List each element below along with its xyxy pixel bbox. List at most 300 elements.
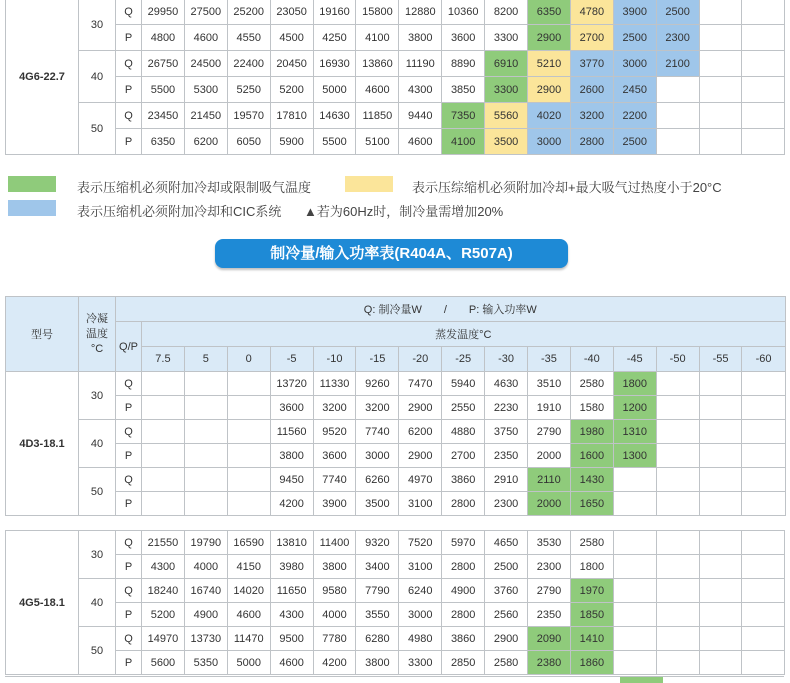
value-cell: 14630	[313, 103, 356, 129]
value-cell: 6240	[399, 579, 442, 603]
value-cell: 4200	[270, 492, 313, 516]
value-cell: 27500	[184, 0, 227, 25]
value-cell: 3530	[528, 531, 571, 555]
condensing-temp: 40	[79, 579, 116, 627]
value-cell	[656, 103, 699, 129]
value-cell	[227, 420, 270, 444]
table-row	[6, 51, 785, 77]
value-cell: 2800	[570, 129, 613, 155]
condensing-temp: 50	[79, 468, 116, 516]
value-cell: 2090	[528, 627, 571, 651]
qp-label: Q	[116, 0, 142, 25]
header-model: 型号	[6, 297, 79, 372]
value-cell	[742, 555, 785, 579]
value-cell: 4900	[442, 579, 485, 603]
value-cell	[656, 77, 699, 103]
qp-label: Q	[116, 579, 142, 603]
value-cell: 2900	[399, 396, 442, 420]
model-name: 4D3-18.1	[6, 372, 79, 516]
qp-label: P	[116, 129, 142, 155]
value-cell: 4000	[313, 603, 356, 627]
header-qp: Q/P	[116, 322, 142, 372]
value-cell: 4630	[485, 372, 528, 396]
next-table-edge	[5, 676, 784, 683]
value-cell: 2550	[442, 396, 485, 420]
value-cell: 2500	[656, 0, 699, 25]
value-cell: 2110	[528, 468, 571, 492]
value-cell: 1800	[613, 372, 656, 396]
value-cell: 2300	[485, 492, 528, 516]
value-cell	[742, 25, 785, 51]
value-cell: 3200	[570, 103, 613, 129]
value-cell: 12880	[399, 0, 442, 25]
value-cell: 3800	[270, 444, 313, 468]
value-cell: 11560	[270, 420, 313, 444]
value-cell: 2900	[528, 25, 571, 51]
value-cell: 1860	[570, 651, 613, 675]
value-cell: 5560	[485, 103, 528, 129]
value-cell	[184, 372, 227, 396]
value-cell: 4600	[356, 77, 399, 103]
qp-label: P	[116, 651, 142, 675]
value-cell	[613, 603, 656, 627]
table-row	[6, 372, 786, 396]
value-cell	[699, 77, 742, 103]
value-cell: 25200	[227, 0, 270, 25]
value-cell	[656, 603, 699, 627]
value-cell: 7740	[356, 420, 399, 444]
value-cell: 3760	[485, 579, 528, 603]
header-evap-temp: -20	[399, 347, 442, 372]
value-cell	[227, 396, 270, 420]
value-cell	[184, 396, 227, 420]
value-cell: 21450	[184, 103, 227, 129]
condensing-temp: 50	[79, 103, 116, 155]
qp-label: Q	[116, 51, 142, 77]
value-cell: 5210	[528, 51, 571, 77]
value-cell: 3000	[356, 444, 399, 468]
value-cell: 3500	[356, 492, 399, 516]
value-cell	[656, 531, 699, 555]
qp-label: P	[116, 603, 142, 627]
next-table-green-cell	[620, 677, 663, 683]
header-cond-label-2: 温度	[86, 327, 108, 340]
header-evap-temp: 7.5	[142, 347, 185, 372]
value-cell: 4200	[313, 651, 356, 675]
value-cell: 6280	[356, 627, 399, 651]
table-row	[6, 531, 785, 555]
value-cell: 3980	[270, 555, 313, 579]
header-evap-temp: -35	[528, 347, 571, 372]
value-cell: 11330	[313, 372, 356, 396]
value-cell: 10360	[442, 0, 485, 25]
header-evap-temp: -15	[356, 347, 399, 372]
qp-label: P	[116, 492, 142, 516]
header-evap-temp: -40	[570, 347, 613, 372]
header-evap-temp: -30	[485, 347, 528, 372]
value-cell: 1410	[570, 627, 613, 651]
value-cell: 5500	[313, 129, 356, 155]
value-cell: 2900	[528, 77, 571, 103]
value-cell	[184, 420, 227, 444]
value-cell: 6910	[485, 51, 528, 77]
value-cell: 2300	[528, 555, 571, 579]
value-cell	[699, 627, 742, 651]
value-cell: 2560	[485, 603, 528, 627]
value-cell	[142, 420, 185, 444]
value-cell	[227, 372, 270, 396]
qp-label: Q	[116, 627, 142, 651]
value-cell: 9260	[356, 372, 399, 396]
value-cell	[699, 396, 742, 420]
value-cell: 19160	[313, 0, 356, 25]
r404a-performance-table	[5, 296, 786, 516]
value-cell: 11470	[227, 627, 270, 651]
value-cell	[742, 372, 785, 396]
condensing-temp: 50	[79, 627, 116, 675]
value-cell	[656, 627, 699, 651]
value-cell: 9500	[270, 627, 313, 651]
value-cell	[184, 468, 227, 492]
value-cell: 4980	[399, 627, 442, 651]
table-row	[6, 555, 785, 579]
value-cell: 5600	[142, 651, 185, 675]
value-cell: 1430	[570, 468, 613, 492]
qp-label: P	[116, 25, 142, 51]
value-cell	[742, 129, 785, 155]
qp-label: Q	[116, 420, 142, 444]
value-cell: 11400	[313, 531, 356, 555]
value-cell: 17810	[270, 103, 313, 129]
value-cell: 23450	[142, 103, 185, 129]
value-cell	[613, 468, 656, 492]
value-cell: 2800	[442, 603, 485, 627]
value-cell: 14970	[142, 627, 185, 651]
value-cell: 3100	[399, 555, 442, 579]
qp-label: Q	[116, 468, 142, 492]
value-cell: 2800	[442, 555, 485, 579]
value-cell	[613, 555, 656, 579]
header-evap-temp: -60	[742, 347, 785, 372]
value-cell: 3400	[356, 555, 399, 579]
value-cell: 4300	[142, 555, 185, 579]
legend-blue-swatch	[8, 200, 56, 216]
value-cell: 3300	[485, 77, 528, 103]
value-cell	[699, 51, 742, 77]
value-cell: 20450	[270, 51, 313, 77]
value-cell	[699, 129, 742, 155]
header-evap-temp: -10	[313, 347, 356, 372]
table-row	[6, 603, 785, 627]
value-cell: 3300	[485, 25, 528, 51]
value-cell: 11650	[270, 579, 313, 603]
value-cell	[656, 492, 699, 516]
value-cell	[142, 372, 185, 396]
value-cell: 6200	[184, 129, 227, 155]
value-cell: 3860	[442, 627, 485, 651]
value-cell: 5900	[270, 129, 313, 155]
value-cell: 2500	[613, 129, 656, 155]
value-cell	[742, 627, 785, 651]
value-cell: 8200	[485, 0, 528, 25]
legend-green-text: 表示压缩机必须附加冷却或限制吸气温度	[77, 180, 312, 195]
condensing-temp: 40	[79, 420, 116, 468]
header-evap-temp: 5	[184, 347, 227, 372]
header-evap-temp: -50	[656, 347, 699, 372]
value-cell	[742, 103, 785, 129]
value-cell: 2100	[656, 51, 699, 77]
value-cell: 16930	[313, 51, 356, 77]
value-cell	[699, 603, 742, 627]
value-cell	[227, 492, 270, 516]
table-row	[6, 420, 786, 444]
value-cell: 2000	[528, 444, 571, 468]
table-row	[6, 468, 786, 492]
value-cell: 7780	[313, 627, 356, 651]
value-cell: 13860	[356, 51, 399, 77]
model-4g5-table	[5, 530, 785, 675]
value-cell: 24500	[184, 51, 227, 77]
table-row	[6, 396, 786, 420]
value-cell: 4300	[399, 77, 442, 103]
value-cell	[742, 579, 785, 603]
value-cell: 9320	[356, 531, 399, 555]
value-cell	[656, 372, 699, 396]
value-cell: 5200	[270, 77, 313, 103]
value-cell: 7790	[356, 579, 399, 603]
value-cell: 6350	[528, 0, 571, 25]
value-cell: 9580	[313, 579, 356, 603]
value-cell: 2300	[656, 25, 699, 51]
value-cell: 3300	[399, 651, 442, 675]
value-cell	[142, 468, 185, 492]
top-performance-table	[5, 0, 785, 155]
table-row	[6, 492, 786, 516]
value-cell: 4600	[227, 603, 270, 627]
value-cell: 2900	[399, 444, 442, 468]
value-cell	[227, 444, 270, 468]
qp-label: P	[116, 555, 142, 579]
table-row	[6, 103, 785, 129]
value-cell: 4100	[442, 129, 485, 155]
qp-label: P	[116, 396, 142, 420]
value-cell: 4250	[313, 25, 356, 51]
value-cell	[699, 492, 742, 516]
value-cell: 2900	[485, 627, 528, 651]
value-cell: 4880	[442, 420, 485, 444]
value-cell: 11190	[399, 51, 442, 77]
value-cell: 9440	[399, 103, 442, 129]
value-cell	[142, 396, 185, 420]
value-cell: 3800	[313, 555, 356, 579]
value-cell: 3000	[528, 129, 571, 155]
value-cell: 4780	[570, 0, 613, 25]
value-cell: 1650	[570, 492, 613, 516]
value-cell: 14020	[227, 579, 270, 603]
value-cell: 3850	[442, 77, 485, 103]
value-cell: 2910	[485, 468, 528, 492]
value-cell	[699, 651, 742, 675]
value-cell: 26750	[142, 51, 185, 77]
value-cell: 3200	[356, 396, 399, 420]
qp-label: Q	[116, 103, 142, 129]
value-cell	[613, 531, 656, 555]
value-cell: 2790	[528, 420, 571, 444]
value-cell: 5250	[227, 77, 270, 103]
value-cell	[227, 468, 270, 492]
value-cell: 2700	[570, 25, 613, 51]
value-cell: 3600	[313, 444, 356, 468]
value-cell: 2000	[528, 492, 571, 516]
value-cell: 7740	[313, 468, 356, 492]
value-cell: 2450	[613, 77, 656, 103]
value-cell	[613, 492, 656, 516]
value-cell: 2230	[485, 396, 528, 420]
value-cell	[656, 651, 699, 675]
value-cell: 3200	[313, 396, 356, 420]
value-cell: 19790	[184, 531, 227, 555]
qp-label: Q	[116, 372, 142, 396]
value-cell: 3500	[485, 129, 528, 155]
value-cell: 2200	[613, 103, 656, 129]
value-cell: 2580	[485, 651, 528, 675]
value-cell: 4550	[227, 25, 270, 51]
value-cell	[142, 492, 185, 516]
value-cell: 2350	[528, 603, 571, 627]
value-cell: 6050	[227, 129, 270, 155]
value-cell: 7470	[399, 372, 442, 396]
value-cell: 3100	[399, 492, 442, 516]
value-cell: 3750	[485, 420, 528, 444]
value-cell	[656, 420, 699, 444]
value-cell: 1970	[570, 579, 613, 603]
value-cell: 5000	[313, 77, 356, 103]
value-cell	[184, 492, 227, 516]
header-evap-temp: -25	[442, 347, 485, 372]
section-title: 制冷量/输入功率表(R404A、R507A)	[215, 239, 568, 268]
value-cell: 15800	[356, 0, 399, 25]
value-cell	[742, 51, 785, 77]
value-cell: 4600	[399, 129, 442, 155]
value-cell	[699, 372, 742, 396]
value-cell: 3800	[399, 25, 442, 51]
value-cell: 2380	[528, 651, 571, 675]
header-legend-line: Q: 制冷量W / P: 输入功率W	[116, 297, 786, 322]
value-cell: 2500	[485, 555, 528, 579]
value-cell	[699, 579, 742, 603]
value-cell: 1580	[570, 396, 613, 420]
value-cell: 16590	[227, 531, 270, 555]
value-cell: 1310	[613, 420, 656, 444]
condensing-temp: 30	[79, 0, 116, 51]
value-cell: 4150	[227, 555, 270, 579]
value-cell: 19570	[227, 103, 270, 129]
value-cell: 3510	[528, 372, 571, 396]
table-row	[6, 444, 786, 468]
value-cell: 5000	[227, 651, 270, 675]
value-cell: 5100	[356, 129, 399, 155]
value-cell	[656, 129, 699, 155]
value-cell: 4500	[270, 25, 313, 51]
value-cell: 18240	[142, 579, 185, 603]
value-cell: 13720	[270, 372, 313, 396]
header-evap-temp: 0	[227, 347, 270, 372]
value-cell: 2700	[442, 444, 485, 468]
value-cell: 4970	[399, 468, 442, 492]
value-cell: 6200	[399, 420, 442, 444]
value-cell	[699, 555, 742, 579]
header-evap-temp: -55	[699, 347, 742, 372]
value-cell: 3600	[442, 25, 485, 51]
value-cell	[699, 444, 742, 468]
value-cell: 4300	[270, 603, 313, 627]
table-row	[6, 0, 785, 25]
value-cell: 4100	[356, 25, 399, 51]
value-cell: 6350	[142, 129, 185, 155]
value-cell: 4020	[528, 103, 571, 129]
value-cell	[656, 396, 699, 420]
value-cell	[142, 444, 185, 468]
value-cell: 3800	[356, 651, 399, 675]
header-evap-temp: -5	[270, 347, 313, 372]
condensing-temp: 30	[79, 531, 116, 579]
table-row	[6, 627, 785, 651]
value-cell	[699, 0, 742, 25]
condensing-temp: 30	[79, 372, 116, 420]
value-cell: 13730	[184, 627, 227, 651]
value-cell: 5200	[142, 603, 185, 627]
value-cell: 1800	[570, 555, 613, 579]
value-cell	[742, 651, 785, 675]
value-cell: 3600	[270, 396, 313, 420]
value-cell: 7520	[399, 531, 442, 555]
value-cell: 3550	[356, 603, 399, 627]
value-cell: 9520	[313, 420, 356, 444]
value-cell: 9450	[270, 468, 313, 492]
legend-blue-text: 表示压缩机必须附加冷却和CIC系统	[77, 204, 282, 219]
value-cell: 3860	[442, 468, 485, 492]
header-evap-temp: -45	[613, 347, 656, 372]
value-cell: 7350	[442, 103, 485, 129]
value-cell: 5350	[184, 651, 227, 675]
value-cell: 29950	[142, 0, 185, 25]
value-cell: 2790	[528, 579, 571, 603]
value-cell: 3770	[570, 51, 613, 77]
value-cell: 3900	[613, 0, 656, 25]
table-row	[6, 77, 785, 103]
value-cell: 8890	[442, 51, 485, 77]
table-row	[6, 579, 785, 603]
value-cell: 2800	[442, 492, 485, 516]
value-cell: 11850	[356, 103, 399, 129]
value-cell: 1300	[613, 444, 656, 468]
value-cell	[656, 468, 699, 492]
value-cell: 3000	[399, 603, 442, 627]
value-cell: 1980	[570, 420, 613, 444]
value-cell: 23050	[270, 0, 313, 25]
value-cell: 2580	[570, 531, 613, 555]
value-cell: 4000	[184, 555, 227, 579]
value-cell	[742, 0, 785, 25]
value-cell: 4900	[184, 603, 227, 627]
value-cell: 6260	[356, 468, 399, 492]
qp-label: P	[116, 444, 142, 468]
value-cell: 4800	[142, 25, 185, 51]
model-name: 4G5-18.1	[6, 531, 79, 675]
legend-yellow-swatch	[345, 176, 393, 192]
value-cell	[742, 396, 785, 420]
table-row	[6, 651, 785, 675]
